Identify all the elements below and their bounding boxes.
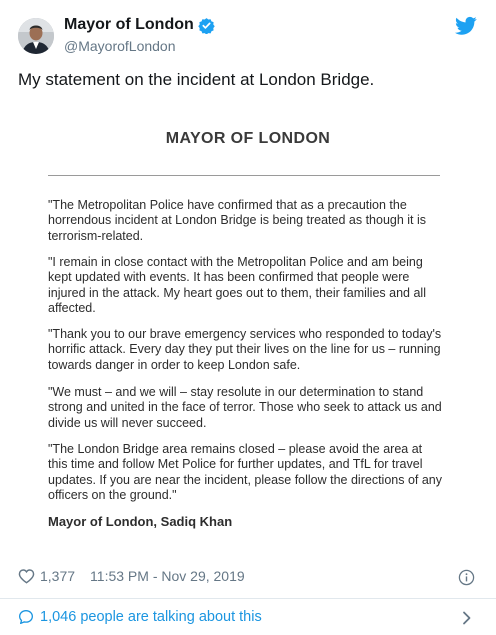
statement-divider: [48, 175, 440, 176]
tweet-meta: [18, 568, 245, 584]
account-name[interactable]: Mayor of London: [64, 16, 194, 33]
statement-paragraph: "The London Bridge area remains closed – please avoid the area at this time and follow Met Police for further updates, and TfL for travel updates. If you are near the incident, please follow the directions of any officers on the ground.": [48, 442, 442, 502]
verified-badge-icon: [198, 17, 215, 34]
chevron-right-icon[interactable]: [462, 611, 472, 625]
conversation-label[interactable]: 1,046 people are talking about this: [40, 609, 262, 625]
statement-image[interactable]: [18, 103, 478, 555]
info-icon[interactable]: [458, 569, 475, 586]
statement-signature: Mayor of London, Sadiq Khan: [48, 514, 233, 529]
heart-icon[interactable]: [18, 568, 35, 584]
avatar[interactable]: [18, 18, 54, 54]
speech-bubble-icon: [18, 609, 34, 625]
statement-heading: MAYOR OF LONDON: [165, 130, 331, 147]
twitter-bird-icon[interactable]: [455, 16, 477, 36]
conversation-link[interactable]: [18, 609, 262, 625]
footer-divider: [0, 598, 496, 599]
statement-paragraph: "The Metropolitan Police have confirmed that as a precaution the horrendous incident at London Bridge is being treated as though it is terrorism-related.: [48, 198, 427, 243]
tweet-timestamp[interactable]: 11:53 PM - Nov 29, 2019: [90, 568, 245, 584]
statement-paragraph: "We must – and we will – stay resolute in our determination to stand strong and united in the face of terror. Those who seek to attack us and divide us will never succeed.: [48, 385, 442, 430]
account-handle[interactable]: @MayorofLondon: [64, 38, 176, 54]
tweet-text: My statement on the incident at London Bridge.: [18, 70, 375, 89]
account-name-row[interactable]: [64, 16, 215, 34]
statement-paragraph: "I remain in close contact with the Metropolitan Police and am being kept updated with events. It has been confirmed that people were injured in the attack. My heart goes out to them, their families and all affected.: [48, 255, 426, 315]
statement-paragraph: "Thank you to our brave emergency services who responded to today's horrific attack. Every day they put their lives on the line for us – running towards danger in order to keep London safe.: [48, 327, 442, 372]
like-count[interactable]: 1,377: [40, 568, 76, 584]
avatar-portrait-icon: [18, 18, 54, 54]
